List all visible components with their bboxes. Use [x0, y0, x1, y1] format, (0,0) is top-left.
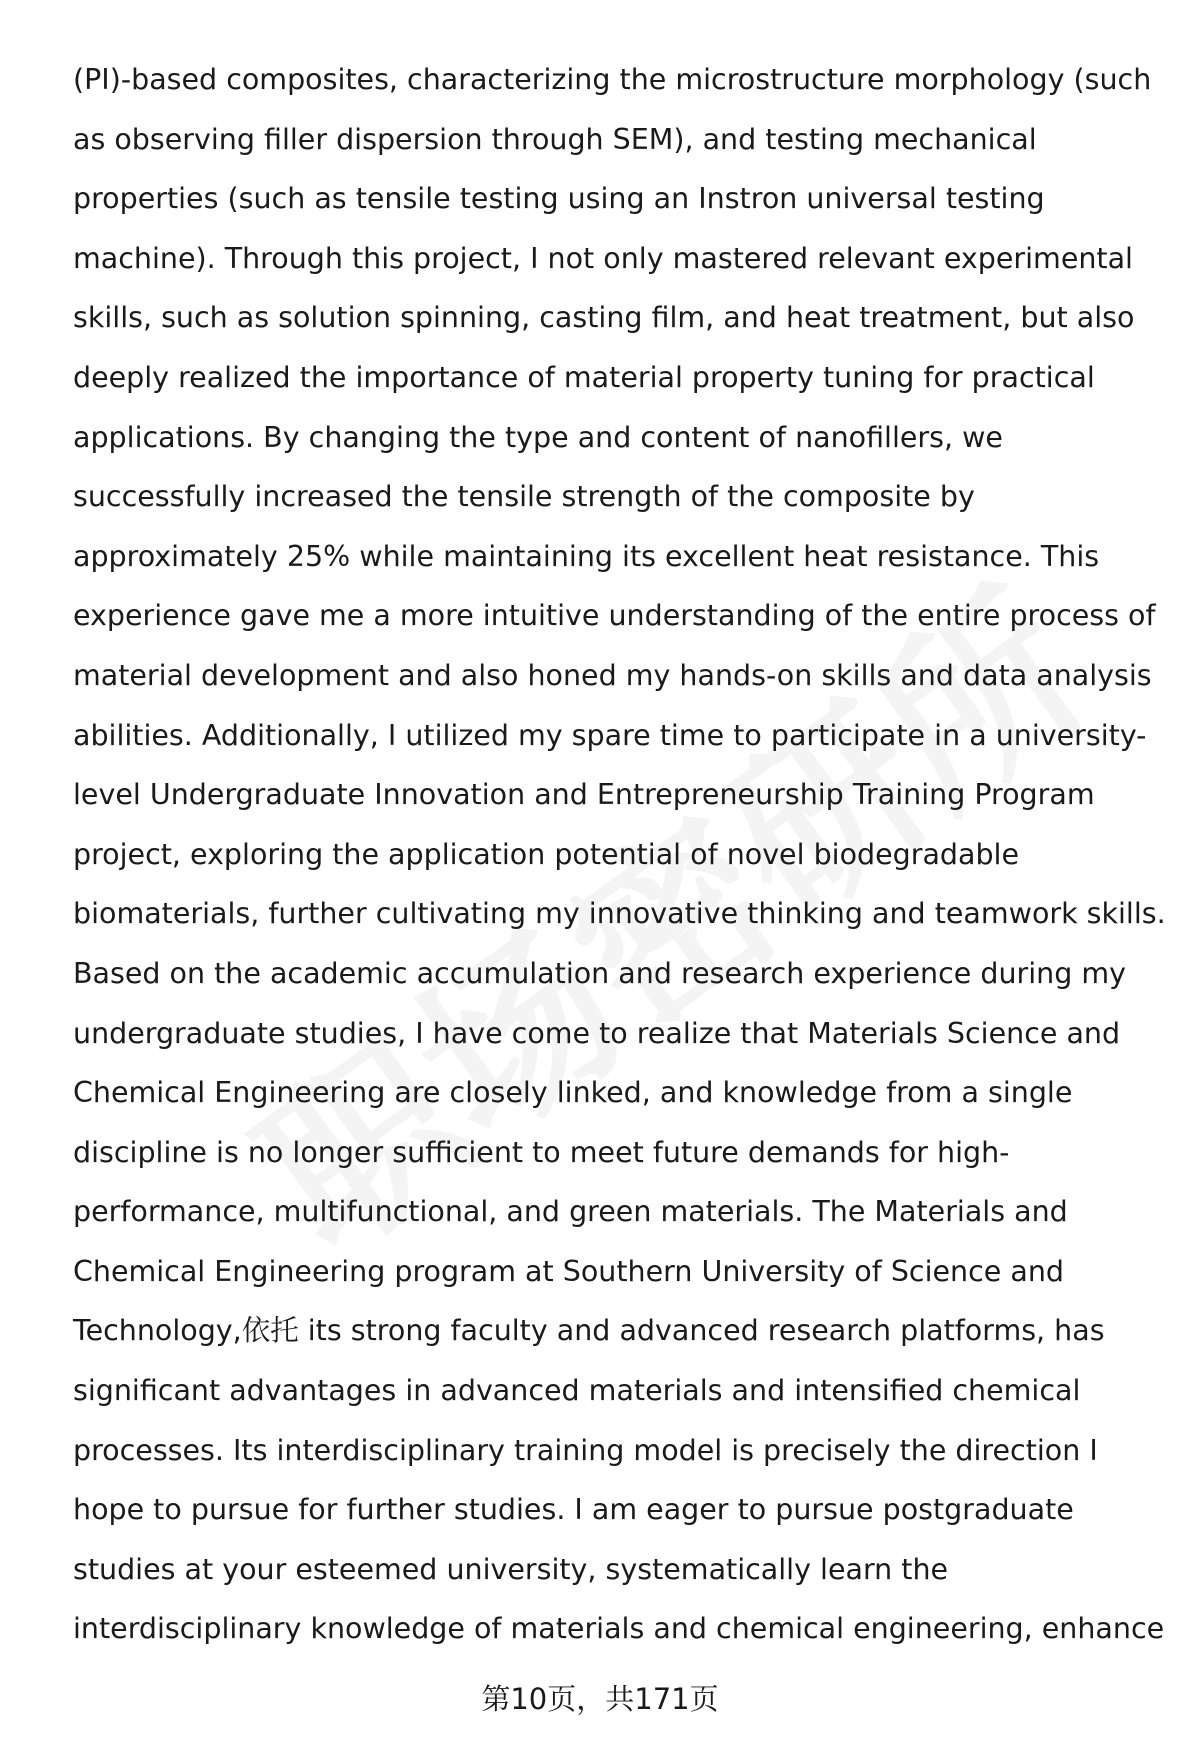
- text-line: project, exploring the application potential of novel biodegradable: [73, 837, 1020, 871]
- text-line: as observing filler dispersion through SEM), and testing mechanical: [73, 122, 1037, 156]
- text-line: approximately 25% while maintaining its excellent heat resistance. This: [73, 539, 1100, 573]
- text-line: Chemical Engineering program at Southern University of Science and: [73, 1254, 1064, 1288]
- page-number-footer: 第10页，共171页: [481, 1682, 719, 1716]
- text-line: hope to pursue for further studies. I am eager to pursue postgraduate: [73, 1493, 1074, 1527]
- text-line: undergraduate studies, I have come to realize that Materials Science and: [73, 1016, 1121, 1050]
- text-line: machine). Through this project, I not only mastered relevant experimental: [73, 241, 1133, 275]
- text-line: processes. Its interdisciplinary training model is precisely the direction I: [73, 1433, 1098, 1467]
- text-line: Chemical Engineering are closely linked, and knowledge from a single: [73, 1076, 1073, 1110]
- text-line: discipline is no longer sufficient to meet future demands for high-: [73, 1135, 1010, 1169]
- text-line: studies at your esteemed university, systematically learn the: [73, 1552, 949, 1586]
- body-paragraph: [73, 50, 1173, 1659]
- text-line: properties (such as tensile testing using an Instron universal testing: [73, 182, 1045, 216]
- text-line: skills, such as solution spinning, casting film, and heat treatment, but also: [73, 301, 1135, 335]
- text-line: abilities. Additionally, I utilized my spare time to participate in a university-: [73, 718, 1147, 752]
- text-line: deeply realized the importance of material property tuning for practical: [73, 360, 1095, 394]
- text-line: significant advantages in advanced materials and intensified chemical: [73, 1374, 1081, 1408]
- text-line: Based on the academic accumulation and research experience during my: [73, 956, 1126, 990]
- text-line: experience gave me a more intuitive understanding of the entire process of: [73, 599, 1156, 633]
- text-line: Technology,依托 its strong faculty and advanced research platforms, has: [73, 1314, 1105, 1348]
- text-line: interdisciplinary knowledge of materials and chemical engineering, enhance: [73, 1612, 1165, 1646]
- text-line: performance, multifunctional, and green materials. The Materials and: [73, 1195, 1068, 1229]
- text-line: biomaterials, further cultivating my innovative thinking and teamwork skills.: [73, 897, 1166, 931]
- text-line: (PI)-based composites, characterizing the microstructure morphology (such: [73, 63, 1152, 96]
- text-line: applications. By changing the type and content of nanofillers, we: [73, 420, 1003, 454]
- text-line: level Undergraduate Innovation and Entrepreneurship Training Program: [73, 778, 1095, 812]
- text-line: material development and also honed my hands-on skills and data analysis: [73, 658, 1152, 692]
- text-line: successfully increased the tensile strength of the composite by: [73, 480, 975, 514]
